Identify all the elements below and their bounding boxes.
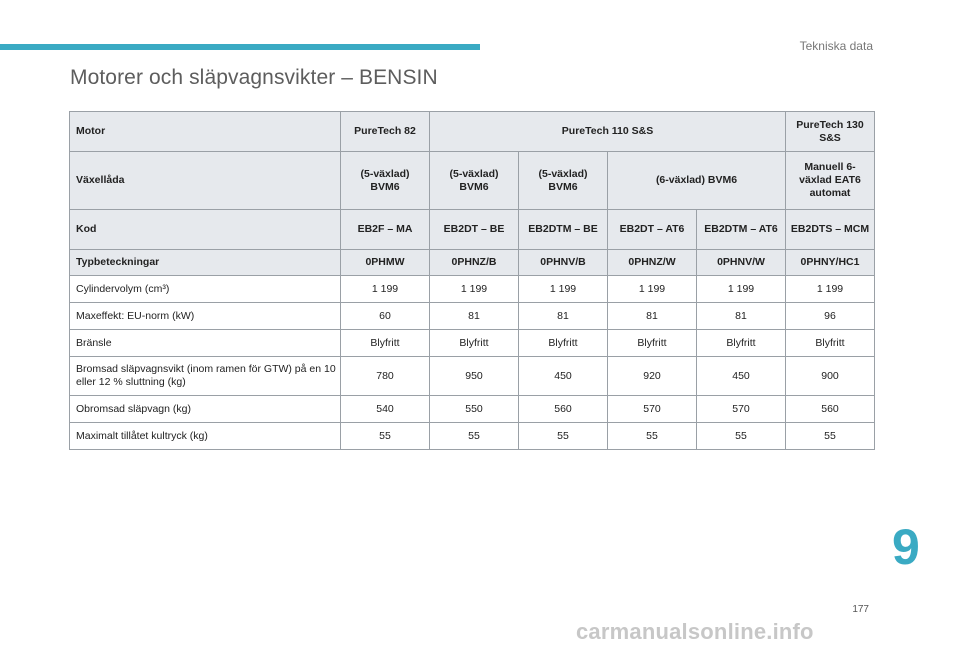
table-cell: (5-växlad) BVM6: [430, 152, 519, 210]
table-cell: 55: [519, 423, 608, 450]
table-cell: 570: [608, 396, 697, 423]
table-cell: 0PHNZ/W: [608, 250, 697, 276]
row-label: Växellåda: [70, 152, 341, 210]
row-label: Maximalt tillåtet kultryck (kg): [70, 423, 341, 450]
table-row: [70, 330, 875, 357]
table-cell: PureTech 110 S&S: [430, 112, 786, 152]
table-cell: 950: [430, 357, 519, 396]
table-cell: 55: [786, 423, 875, 450]
table-cell: EB2DTM – AT6: [697, 210, 786, 250]
table-cell: 55: [608, 423, 697, 450]
table-cell: 550: [430, 396, 519, 423]
table-cell: Blyfritt: [519, 330, 608, 357]
table-cell: Blyfritt: [786, 330, 875, 357]
table-cell: (6-växlad) BVM6: [608, 152, 786, 210]
table-row: [70, 357, 875, 396]
table-cell: 1 199: [519, 276, 608, 303]
table-cell: 540: [341, 396, 430, 423]
table-cell: (5-växlad) BVM6: [341, 152, 430, 210]
table-cell: 60: [341, 303, 430, 330]
table-cell: 81: [519, 303, 608, 330]
table-cell: 1 199: [786, 276, 875, 303]
table-cell: 1 199: [430, 276, 519, 303]
chapter-number: 9: [892, 519, 920, 575]
table-cell: 560: [519, 396, 608, 423]
table-cell: EB2DTS – MCM: [786, 210, 875, 250]
table-cell: PureTech 82: [341, 112, 430, 152]
table-cell: 560: [786, 396, 875, 423]
table-cell: EB2DTM – BE: [519, 210, 608, 250]
table-cell: 81: [697, 303, 786, 330]
table-cell: Blyfritt: [608, 330, 697, 357]
page-title: Motorer och släpvagnsvikter – BENSIN: [70, 66, 438, 89]
table-cell: EB2DT – BE: [430, 210, 519, 250]
row-label: Maxeffekt: EU-norm (kW): [70, 303, 341, 330]
table-cell: 900: [786, 357, 875, 396]
table-row: [70, 423, 875, 450]
table-cell: 0PHNY/HC1: [786, 250, 875, 276]
table-cell: 55: [697, 423, 786, 450]
table-cell: 920: [608, 357, 697, 396]
table-cell: EB2DT – AT6: [608, 210, 697, 250]
table-cell: Blyfritt: [430, 330, 519, 357]
table-cell: 81: [430, 303, 519, 330]
table-cell: 55: [341, 423, 430, 450]
table-cell: EB2F – MA: [341, 210, 430, 250]
table-row-gearbox: [70, 152, 875, 210]
table-row-code: [70, 210, 875, 250]
table-cell: 450: [519, 357, 608, 396]
table-cell: 0PHNZ/B: [430, 250, 519, 276]
row-label: Motor: [70, 112, 341, 152]
table-cell: 81: [608, 303, 697, 330]
table-cell: Manuell 6-växlad EAT6 automat: [786, 152, 875, 210]
table-row: [70, 276, 875, 303]
engine-spec-table: [69, 111, 875, 450]
table-row-motor: [70, 112, 875, 152]
row-label: Typbeteckningar: [70, 250, 341, 276]
table-cell: 1 199: [608, 276, 697, 303]
table-row: [70, 396, 875, 423]
table-cell: 450: [697, 357, 786, 396]
table-cell: 0PHMW: [341, 250, 430, 276]
row-label: Bromsad släpvagnsvikt (inom ramen för GTW) på en 10 eller 12 % sluttning (kg): [70, 357, 341, 396]
table-row-type: [70, 250, 875, 276]
table-cell: Blyfritt: [341, 330, 430, 357]
row-label: Kod: [70, 210, 341, 250]
table-cell: 1 199: [341, 276, 430, 303]
table-cell: (5-växlad) BVM6: [519, 152, 608, 210]
section-label: Tekniska data: [799, 39, 873, 53]
table-cell: 780: [341, 357, 430, 396]
row-label: Cylindervolym (cm³): [70, 276, 341, 303]
table-cell: 96: [786, 303, 875, 330]
table-cell: 570: [697, 396, 786, 423]
row-label: Bränsle: [70, 330, 341, 357]
row-label: Obromsad släpvagn (kg): [70, 396, 341, 423]
page-number: 177: [852, 604, 869, 615]
header-accent-bar: [0, 44, 480, 50]
table-cell: 0PHNV/W: [697, 250, 786, 276]
table-row: [70, 303, 875, 330]
table-cell: 55: [430, 423, 519, 450]
table-cell: Blyfritt: [697, 330, 786, 357]
table-cell: 0PHNV/B: [519, 250, 608, 276]
table-cell: 1 199: [697, 276, 786, 303]
watermark: carmanualsonline.info: [576, 619, 814, 644]
table-cell: PureTech 130 S&S: [786, 112, 875, 152]
